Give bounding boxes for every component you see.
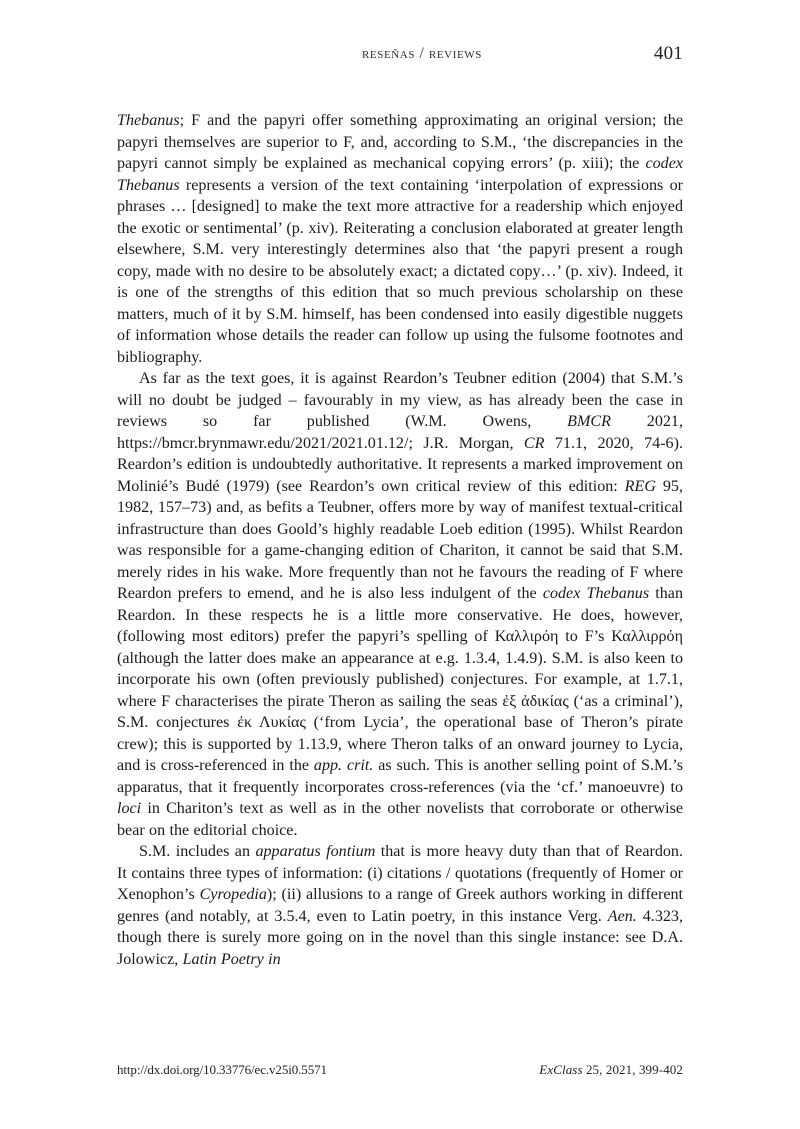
journal-issue-pages: 25, 2021, 399-402 (582, 1062, 683, 1077)
paragraph-text-goes: As far as the text goes, it is against Reardon’s Teubner edition (2004) that S.M.’s will no doubt be judged – favourably in my view, as has already been the case in reviews so far published (W.M. Owens, BMCR 2021, https://bmcr.brynmawr.edu/2021/2021.01.12/; J.R. Morgan, CR 71.1, 2020, 74-6). Reardon’s edition is undoubtedly authoritative. It represents a marked improvement on Molinié’s Budé (1979) (see Reardon’s own critical review of this edition: REG 95, 1982, 157–73) and, as befits a Teubner, offers more by way of manifest textual-critical infrastructure than does Goold’s highly readable Loeb edition (1995). Whilst Reardon was responsible for a game-changing edition of Chariton, it cannot be said that S.M. merely rides in his wake. More frequently than not he favours the reading of F where Reardon prefers to emend, and he is also less indulgent of the codex Thebanus than Reardon. In these respects he is a little more conservative. He does, however, (following most editors) prefer the papyri’s spelling of Καλλιρόη to F’s Καλλιρρόη (although the latter does make an appearance at e.g. 1.3.4, 1.4.9). S.M. is also keen to incorporate his own (often previously published) conjectures. For example, at 1.7.1, where F characterises the pirate Theron as sailing the seas ἐξ ἀδικίας (‘as a criminal’), S.M. conjectures ἐκ Λυκίας (‘from Lycia’, the operational base of Theron’s pirate crew); this is supported by 1.13.9, where Theron talks of an onward journey to Lycia, and is cross-referenced in the app. crit. as such. This is another selling point of S.M.’s apparatus, that it frequently incorporates cross-references (via the ‘cf.’ manoeuvre) to loci in Chariton’s text as well as in the other novelists that corroborate or otherwise bear on the editorial choice. (117, 370, 684, 839)
journal-title: ExClass (539, 1062, 583, 1077)
journal-citation (539, 1062, 683, 1078)
page-number: 401 (653, 43, 683, 64)
doi-link[interactable]: http://dx.doi.org/10.33776/ec.v25i0.5571 (117, 1062, 327, 1077)
paragraph-apparatus-fontium: S.M. includes an apparatus fontium that is more heavy duty than that of Reardon. It contains three types of information: (i) citations / quotations (frequently of Homer or Xenophon’s Cyropedia); (ii) allusions to a range of Greek authors working in different genres (and notably, at 3.5.4, even to Latin poetry, in this instance Verg. Aen. 4.323, though there is surely more going on in the novel than this single instance: see D.A. Jolowicz, Latin Poetry in (117, 843, 683, 968)
running-head (117, 45, 683, 67)
paragraph-thebanus: Thebanus; F and the papyri offer something approximating an original version; the papyri themselves are superior to F, and, according to S.M., ‘the discrepancies in the papyri cannot simply be explained as mechanical copying errors’ (p. xiii); the codex Thebanus represents a version of the text containing ‘interpolation of expressions or phrases … [designed] to make the text more attractive for a readership which enjoyed the exotic or sentimental’ (p. xiv). Reiterating a conclusion elaborated at greater length elsewhere, S.M. very interestingly determines also that ‘the papyri present a rough copy, made with no desire to be absolutely exact; a dictated copy…’ (p. xiv). Indeed, it is one of the strengths of this edition that so much previous scholarship on these matters, much of it by S.M. himself, has been condensed into easily digestible nuggets of information whose details the reader can follow up using the fulsome footnotes and bibliography. (117, 112, 683, 366)
running-head-title: reseñas / reviews (361, 45, 483, 62)
body-text-column (117, 110, 683, 970)
page-footer (117, 1062, 683, 1078)
